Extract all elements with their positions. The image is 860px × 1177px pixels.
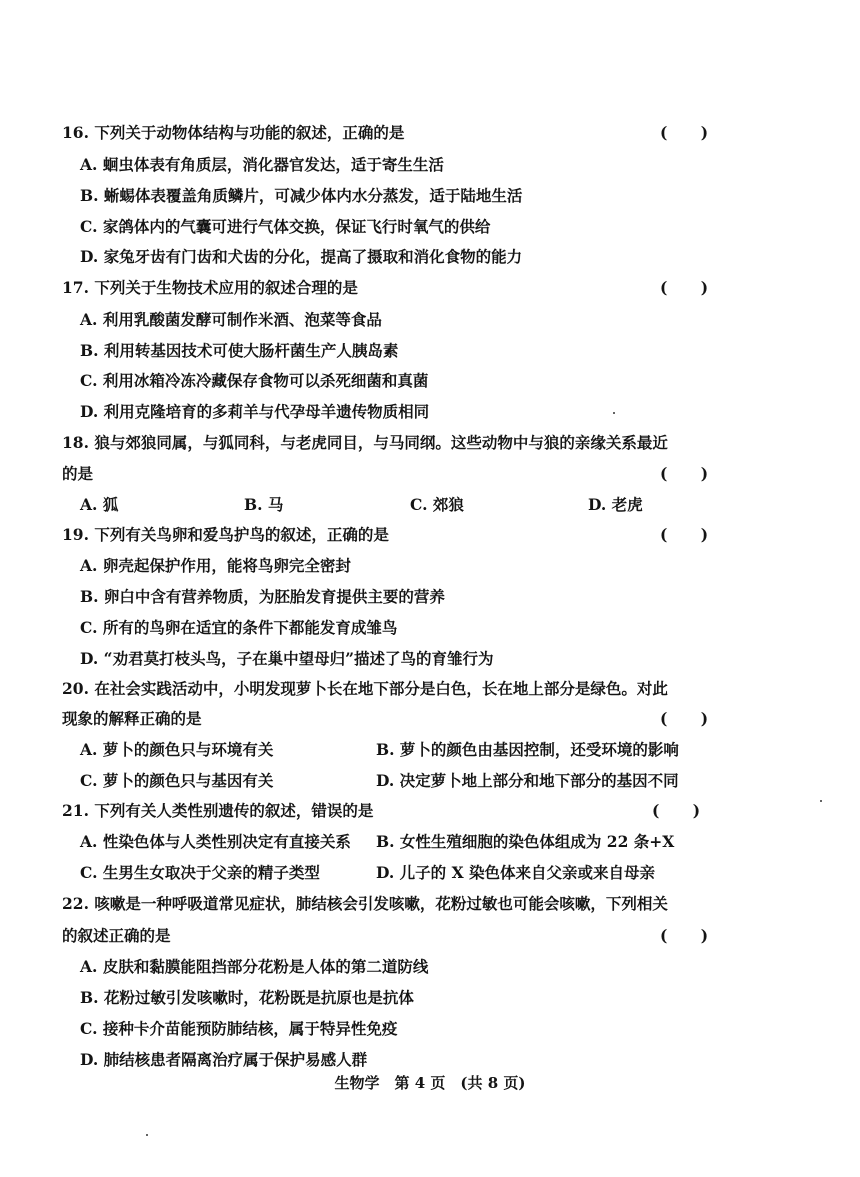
question-19-option-d: D. “劝君莫打枝头鸟，子在巢中望母归”描述了鸟的育雏行为 [80,649,494,668]
question-20-stem-line-1: 20. 在社会实践活动中，小明发现萝卜长在地下部分是白色，长在地上部分是绿色。对此 [62,679,668,698]
question-20-option-c: C. 萝卜的颜色只与基因有关 [80,771,274,790]
question-17-option-c: C. 利用冰箱冷冻冷藏保存食物可以杀死细菌和真菌 [80,371,429,390]
question-18-option-c: C. 郊狼 [410,495,464,514]
question-21-option-a: A. 性染色体与人类性别决定有直接关系 [80,832,351,851]
scan-speck [613,412,615,414]
page-footer: 生物学 第 4 页 (共 8 页) [334,1074,526,1092]
question-20-option-d: D. 决定萝卜地上部分和地下部分的基因不同 [376,771,679,790]
answer-blank-17: ( ) [660,278,723,297]
question-22-option-b: B. 花粉过敏引发咳嗽时，花粉既是抗原也是抗体 [80,988,414,1007]
question-19-option-b: B. 卵白中含有营养物质，为胚胎发育提供主要的营养 [80,587,445,606]
scan-speck [820,800,822,802]
question-22-option-c: C. 接种卡介苗能预防肺结核，属于特异性免疫 [80,1019,398,1038]
question-22-stem-line-2: 的叙述正确的是 [62,926,171,945]
question-18-option-b: B. 马 [244,495,284,514]
question-20-stem-line-2: 现象的解释正确的是 [62,709,202,728]
question-19-option-a: A. 卵壳起保护作用，能将鸟卵完全密封 [80,556,351,575]
question-17-option-b: B. 利用转基因技术可使大肠杆菌生产人胰岛素 [80,341,399,360]
question-21-option-c: C. 生男生女取决于父亲的精子类型 [80,863,320,882]
question-21-option-b: B. 女性生殖细胞的染色体组成为 22 条+X [376,832,675,851]
question-17-option-a: A. 利用乳酸菌发酵可制作米酒、泡菜等食品 [80,310,382,329]
question-20-option-a: A. 萝卜的颜色只与环境有关 [80,740,274,759]
answer-blank-18: ( ) [660,464,723,483]
question-16-stem: 16. 下列关于动物体结构与功能的叙述，正确的是 [62,123,405,142]
question-18-option-a: A. 狐 [80,495,119,514]
question-22-stem-line-1: 22. 咳嗽是一种呼吸道常见症状，肺结核会引发咳嗽，花粉过敏也可能会咳嗽，下列相关 [62,894,668,913]
question-18-option-d: D. 老虎 [588,495,643,514]
question-21-option-d: D. 儿子的 X 染色体来自父亲或来自母亲 [376,863,656,882]
scan-speck [146,1134,148,1136]
answer-blank-16: ( ) [660,123,723,142]
question-18-stem-line-2: 的是 [62,464,94,483]
question-17-stem: 17. 下列关于生物技术应用的叙述合理的是 [62,278,358,297]
question-16-option-d: D. 家兔牙齿有门齿和犬齿的分化，提高了摄取和消化食物的能力 [80,247,523,266]
question-16-option-c: C. 家鸽体内的气囊可进行气体交换，保证飞行时氧气的供给 [80,217,491,236]
question-18-stem-line-1: 18. 狼与郊狼同属，与狐同科，与老虎同目，与马同纲。这些动物中与狼的亲缘关系最近 [62,433,668,452]
question-22-option-d: D. 肺结核患者隔离治疗属于保护易感人群 [80,1050,368,1069]
question-20-option-b: B. 萝卜的颜色由基因控制，还受环境的影响 [376,740,679,759]
answer-blank-21: ( ) [652,801,715,820]
question-21-stem: 21. 下列有关人类性别遗传的叙述，错误的是 [62,801,374,820]
question-16-option-b: B. 蜥蜴体表覆盖角质鳞片，可减少体内水分蒸发，适于陆地生活 [80,186,523,205]
question-22-option-a: A. 皮肤和黏膜能阻挡部分花粉是人体的第二道防线 [80,957,429,976]
question-17-option-d: D. 利用克隆培育的多莉羊与代孕母羊遗传物质相同 [80,402,430,421]
question-19-option-c: C. 所有的鸟卵在适宜的条件下都能发育成雏鸟 [80,618,398,637]
answer-blank-19: ( ) [660,525,723,544]
question-16-option-a: A. 蛔虫体表有角质层，消化器官发达，适于寄生生活 [80,155,444,174]
answer-blank-20: ( ) [660,709,723,728]
question-19-stem: 19. 下列有关鸟卵和爱鸟护鸟的叙述，正确的是 [62,525,389,544]
answer-blank-22: ( ) [660,926,723,945]
